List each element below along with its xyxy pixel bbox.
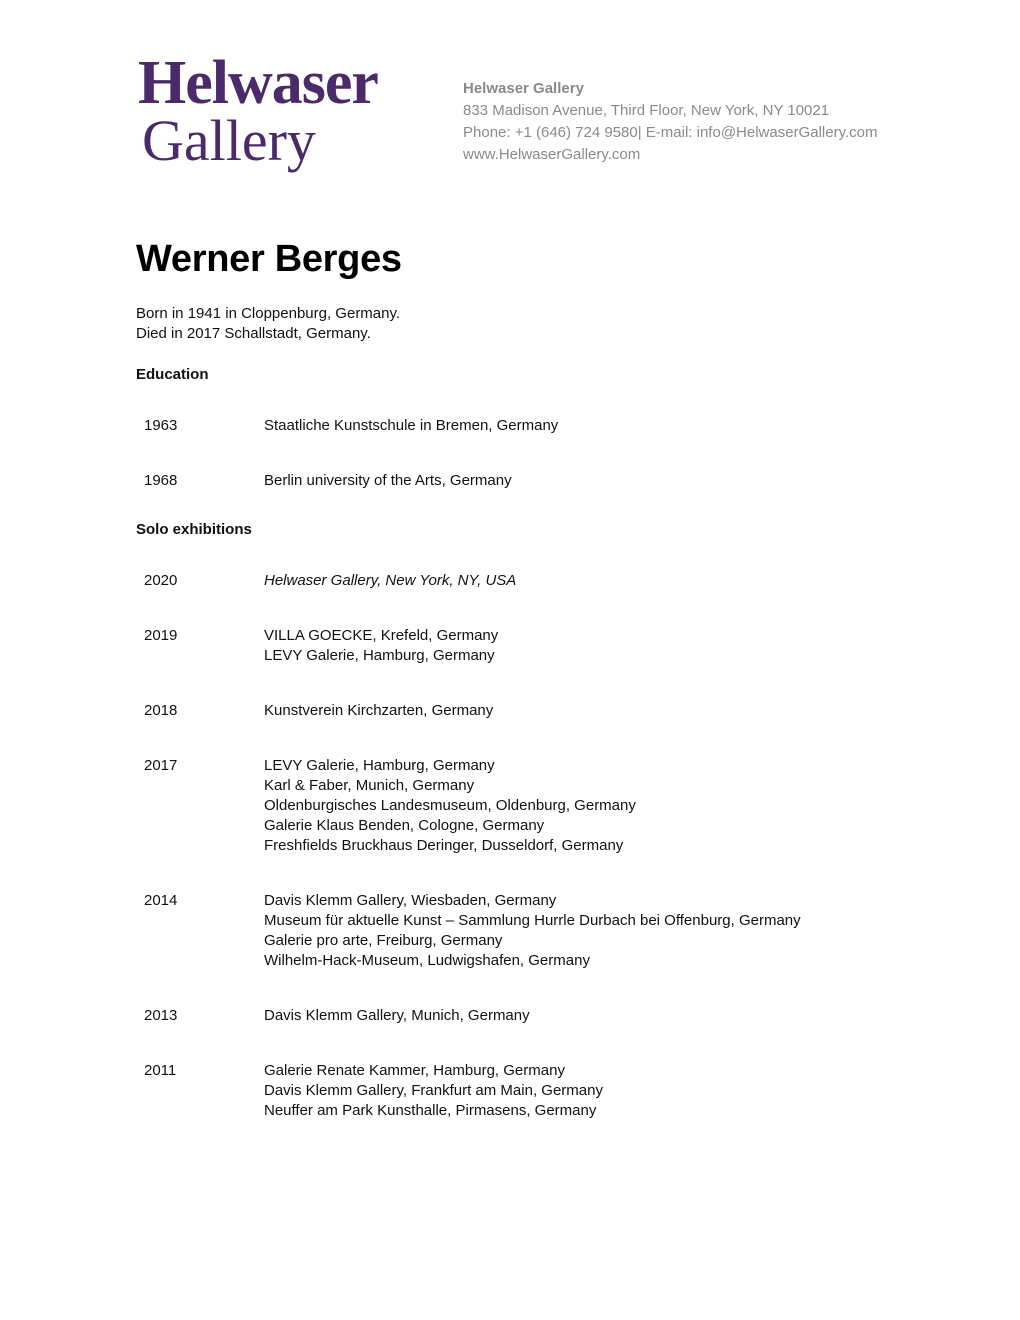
entry-place: LEVY Galerie, Hamburg, Germany (264, 757, 495, 774)
entry-place: Museum für aktuelle Kunst – Sammlung Hurrle Durbach bei Offenburg, Germany (264, 912, 801, 929)
entry-place: Kunstverein Kirchzarten, Germany (264, 702, 494, 719)
gallery-logo (138, 49, 378, 173)
contact-website[interactable]: www.HelwaserGallery.com (463, 146, 641, 163)
solo-exhibitions-heading: Solo exhibitions (136, 521, 252, 538)
entry-year: 2020 (144, 572, 178, 589)
entry-place: Davis Klemm Gallery, Munich, Germany (264, 1007, 530, 1024)
entry-place: Galerie Klaus Benden, Cologne, Germany (264, 817, 545, 834)
entry-place: Freshfields Bruckhaus Deringer, Dusseldorf, Germany (264, 837, 624, 854)
contact-address: 833 Madison Avenue, Third Floor, New York, NY 10021 (463, 102, 830, 119)
entry-year: 2019 (144, 627, 178, 644)
contact-block (463, 78, 877, 166)
entry-place: Berlin university of the Arts, Germany (264, 472, 512, 489)
entry-place: Karl & Faber, Munich, Germany (264, 777, 475, 794)
born-text: Born in 1941 in Cloppenburg, Germany. (136, 305, 401, 322)
entry-year: 1968 (144, 472, 178, 489)
artist-name: Werner Berges (136, 238, 402, 280)
entry-place: VILLA GOECKE, Krefeld, Germany (264, 627, 499, 644)
entry-place: Davis Klemm Gallery, Wiesbaden, Germany (264, 892, 557, 909)
entry-place: Galerie pro arte, Freiburg, Germany (264, 932, 503, 949)
entry-place: Wilhelm-Hack-Museum, Ludwigshafen, Germany (264, 952, 590, 969)
entry-place: Davis Klemm Gallery, Frankfurt am Main, Germany (264, 1082, 603, 1099)
contact-name: Helwaser Gallery (463, 80, 584, 97)
died-text: Died in 2017 Schallstadt, Germany. (136, 325, 371, 342)
entry-year: 2018 (144, 702, 178, 719)
entry-place: Neuffer am Park Kunsthalle, Pirmasens, Germany (264, 1102, 597, 1119)
contact-phone-email: Phone: +1 (646) 724 9580| E-mail: info@HelwaserGallery.com (463, 124, 878, 141)
entry-place: Helwaser Gallery, New York, NY, USA (264, 572, 517, 589)
entry-year: 2014 (144, 892, 178, 909)
entry-year: 2017 (144, 757, 178, 774)
entry-year: 2011 (144, 1062, 177, 1079)
entry-place: Oldenburgisches Landesmuseum, Oldenburg, Germany (264, 797, 636, 814)
entry-year: 2013 (144, 1007, 178, 1024)
artist-bio (136, 304, 400, 344)
entry-place: Staatliche Kunstschule in Bremen, Germany (264, 417, 559, 434)
entry-place: Galerie Renate Kammer, Hamburg, Germany (264, 1062, 565, 1079)
logo-line-1: Helwaser (138, 49, 378, 117)
entry-place: LEVY Galerie, Hamburg, Germany (264, 647, 495, 664)
logo-line-2: Gallery (142, 108, 316, 173)
entry-year: 1963 (144, 417, 178, 434)
education-heading: Education (136, 366, 209, 383)
